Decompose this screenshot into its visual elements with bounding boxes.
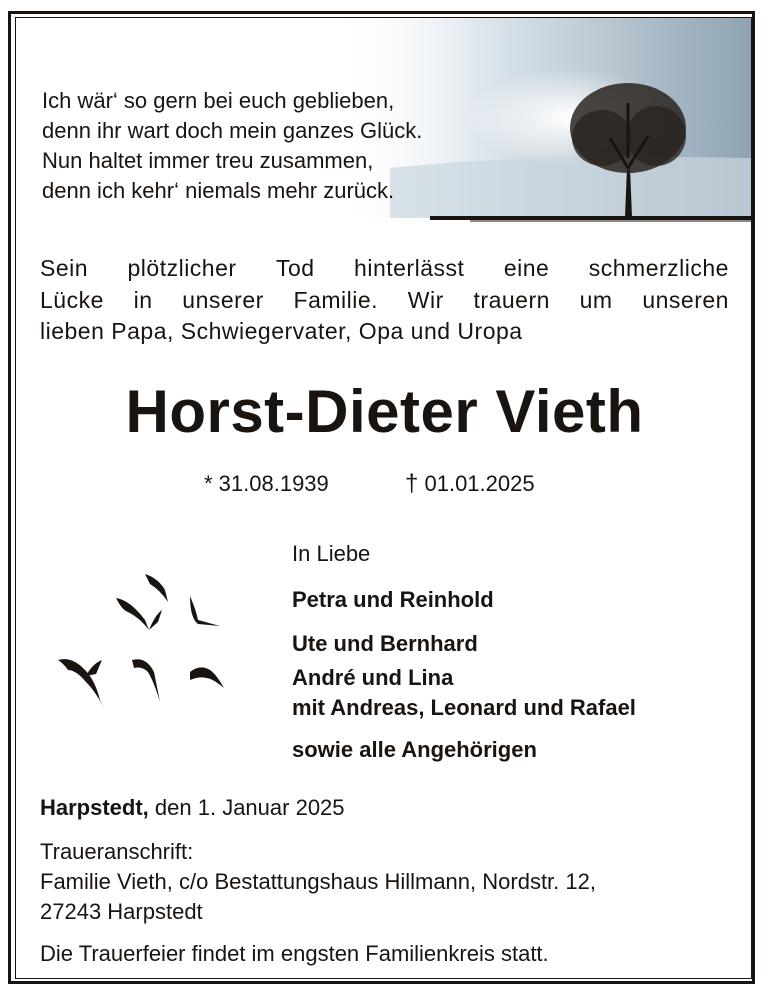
poem-line: denn ich kehr‘ niemals mehr zurück.	[42, 178, 395, 203]
mourner-group: mit Andreas, Leonard und Rafael	[292, 695, 636, 720]
birth-date: * 31.08.1939	[204, 471, 329, 496]
ceremony-note: Die Trauerfeier findet im engsten Familienkreis statt.	[40, 941, 549, 966]
intro-word: Wir	[407, 286, 444, 313]
intro-line: lieben Papa, Schwiegervater, Opa und Uropa	[40, 318, 523, 344]
deceased-name: Horst-Dieter Vieth	[125, 378, 644, 445]
cross-icon: †	[405, 470, 419, 497]
place: Harpstedt,	[40, 795, 149, 820]
place-date	[40, 794, 345, 822]
intro-word: Tod	[276, 255, 315, 281]
intro-word: Sein	[40, 255, 89, 281]
date: den 1. Januar 2025	[154, 795, 345, 820]
poem-line: Ich wär‘ so gern bei euch geblieben,	[42, 88, 395, 113]
intro-word: trauern	[473, 286, 550, 313]
intro-word: um	[579, 286, 613, 313]
mourner-group: Petra und Reinhold	[292, 587, 494, 612]
in-love-label: In Liebe	[292, 541, 371, 566]
intro-line	[40, 285, 729, 317]
intro-word: schmerzliche	[588, 255, 729, 281]
mourner-group: Ute und Bernhard	[292, 631, 478, 656]
intro-word: in	[133, 286, 153, 313]
intro-word: eine	[503, 255, 550, 281]
intro-word: unseren	[642, 286, 729, 313]
intro-word: unserer	[182, 286, 264, 313]
poem	[42, 86, 422, 206]
death-date: 01.01.2025	[424, 471, 535, 496]
mourner-others: sowie alle Angehörigen	[292, 737, 537, 762]
intro-text	[40, 253, 729, 348]
flying-birds-icon	[50, 560, 240, 720]
intro-line	[40, 253, 729, 285]
mourner-group: André und Lina	[292, 665, 454, 690]
intro-word: Lücke	[40, 286, 104, 313]
intro-word: hinterlässt	[354, 255, 465, 281]
address-line: 27243 Harpstedt	[40, 899, 203, 924]
address-line: Familie Vieth, c/o Bestattungshaus Hillmann, Nordstr. 12,	[40, 869, 596, 894]
poem-line: denn ihr wart doch mein ganzes Glück.	[42, 118, 423, 143]
poem-line: Nun haltet immer treu zusammen,	[42, 148, 374, 173]
intro-word: Familie.	[293, 286, 379, 313]
address-label: Traueranschrift:	[40, 839, 194, 864]
intro-word: plötzlicher	[127, 255, 237, 281]
death-date-group	[405, 470, 535, 498]
